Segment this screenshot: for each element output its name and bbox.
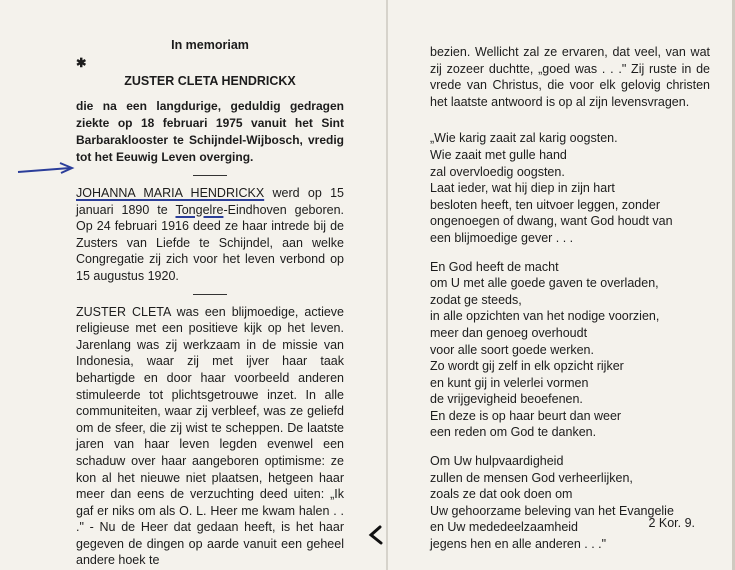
verse-line: voor alle soort goede werken.	[430, 342, 594, 357]
verse-line: in alle opzichten van het nodige voorzien,	[430, 309, 660, 324]
verse-line: Uw gehoorzame beleving van het Evangelie	[430, 503, 674, 518]
verse-block-3	[430, 453, 710, 553]
scripture-reference: 2 Kor. 9.	[648, 516, 695, 530]
bio-after-name: werd op 15 januari 1890 te	[76, 186, 344, 217]
handwritten-arrow-icon	[16, 162, 76, 178]
verse-line: om U met alle goede gaven te overladen,	[430, 276, 659, 291]
verse-line: zoals ze dat ook doen om	[430, 487, 573, 502]
verse-line: Wie zaait met gulle hand	[430, 147, 567, 162]
verse-line: een blijmoedige gever . . .	[430, 230, 574, 245]
verse-line: Laat ieder, wat hij diep in zijn hart	[430, 181, 615, 196]
handwritten-mark-icon	[366, 524, 386, 546]
bio-rest: -Eindhoven geboren. Op 24 februari 1916 deed ze haar intrede bij de Zusters van Liefde te Schijndel, aan welke Congregatie zij zich voor het leven verbond op 15 augustus 1920.	[76, 202, 345, 283]
verse-line: jegens hen en alle anderen . . ."	[430, 537, 607, 552]
left-column	[76, 36, 344, 569]
verse-line: ongenoegen of dwang, want God houdt van	[430, 214, 673, 229]
verse-line: Om Uw hulpvaardigheid	[430, 454, 564, 469]
life-paragraph: ZUSTER CLETA was een blijmoedige, actieve religieuse met een positieve kijk op het leven. Jarenlang was zij werkzaam in de missie van Indonesia, waar zij met ijver haar taak behartigde en door haar voorbeeld anderen stimuleerde tot plichtsgetrouwe inzet. In alle communiteiten, waar zij verbleef, was ze geliefd om de sfeer, die zij wist te scheppen. De laatste jaren van haar leven legden evenwel een schaduw over haar aangeboren optimisme: ze kon al het nieuwe niet plaatsen, hetgeen haar meer dan eens de verzuchting deed uiten: „Ik gaf er niks om als O. L. Heer me kwam halen . . ." - Nu de Heer dat gedaan heeft, is het haar gegeven de dingen op aarde vanuit een geheel andere hoek te	[76, 304, 344, 568]
verse-line: „Wie karig zaait zal karig oogsten.	[430, 131, 618, 146]
header	[76, 36, 344, 90]
verse-line: en kunt gij in velerlei vormen	[430, 375, 589, 390]
deceased-name: ZUSTER CLETA HENDRICKX	[124, 74, 296, 88]
verse-line: een reden om God te danken.	[430, 425, 597, 440]
verse-line: Zo wordt gij zelf in elk opzicht rijker	[430, 359, 624, 374]
intro-text: die na een langdurige, geduldig gedragen ziekte op 18 februari 1975 vanuit het Sint Barbaraklooster te Schijndel-Wijbosch, vredig tot het Eeuwig Leven overging.	[76, 99, 344, 164]
verse-line: En deze is op haar beurt dan weer	[430, 408, 622, 423]
divider	[193, 294, 227, 295]
right-column	[430, 44, 710, 565]
verse-line: zal overvloedig oogsten.	[430, 164, 565, 179]
birth-name: JOHANNA MARIA HENDRICKX	[76, 186, 265, 200]
verse-block-1	[430, 130, 710, 246]
continuation-paragraph: bezien. Wellicht zal ze ervaren, dat veel, van wat zij zozeer duchtte, „goed was . . ." Zij ruste in de vrede van Christus, die voor elk gelovig christen het laatste antwoord is op al zijn levensvragen.	[430, 45, 710, 109]
verse-line: En God heeft de macht	[430, 259, 559, 274]
verse-line: de vrijgevigheid beoefenen.	[430, 392, 583, 407]
verse-line: besloten heeft, ten uitvoer leggen, zonder	[430, 197, 661, 212]
asterisk-mark: ✱	[76, 56, 87, 70]
verse-line: meer dan genoeg overhoudt	[430, 325, 588, 340]
birth-place: Tongelre	[175, 202, 224, 217]
card-fold	[386, 0, 388, 570]
memoriam-title: In memoriam	[171, 38, 249, 52]
verse-block-2	[430, 259, 710, 442]
bio-paragraph	[76, 185, 344, 285]
verse-line: en Uw mededeelzaamheid	[430, 520, 579, 535]
verse-line: zullen de mensen God verheerlijken,	[430, 470, 633, 485]
verse-line: zodat ge steeds,	[430, 292, 522, 307]
divider	[193, 175, 227, 176]
